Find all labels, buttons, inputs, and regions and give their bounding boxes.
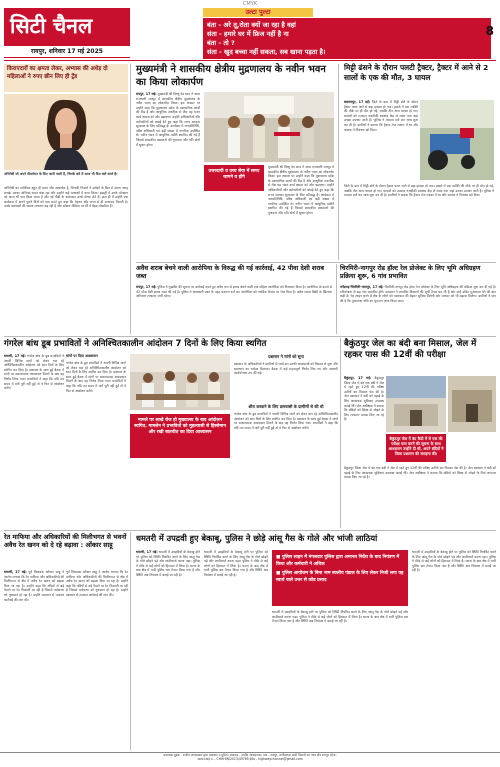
row-divider [4, 336, 496, 337]
gangrel-mid-body: प्रशासन के अधिकारियों ने ग्रामीणों से चर्चा कर उनकी समस्याओं को विस्तार से सुना और समाधान का भरोसा दिलाया। बैठक में कई महत्वपूर्ण निर्णय लिए गए और आगामी कार्ययोजना तय की गई। [234, 362, 338, 376]
tractor-body: बलरामपुर, 17 मई। जिले के ग्राम में मिट्टी ढोने के दौरान ट्रैक्टर पलट जाने से बड़ा हादसा हो गया। हादसे में एक व्यक्ति की मौके पर ही मौत हो गई, जबकि तीन अन्य घायल हो गए। घायलों को तत्काल नजदीकी स्वास्थ्य केंद्र ले जाया गया जहां उनका उपचार जारी है। पुलिस ने मामला दर्ज कर जांच शुरू कर दी है। ग्रामीणों ने बताया कि ट्रैक्टर तेज रफ्तार में था और चालक ने नियंत्रण खो दिया। [344, 100, 418, 132]
main-story-body: रायपुर, 17 मई। मुख्यमंत्री श्री विष्णु देव साय ने आज राजधानी रायपुर में शासकीय क्षेत्रीय मुद्रणालय के नवीन भवन का लोकार्पण किया। इस अवसर पर उन्होंने कहा कि मुद्रणालय प्रदेश के प्रशासनिक कार्यों की रीढ़ है और आधुनिक तकनीक से लैस यह भवन कार्य क्षमता को और बढ़ाएगा। उन्होंने अधिकारियों और कर्मचारियों को बधाई देते हुए कहा कि राज्य सरकार सुशासन के लिए प्रतिबद्ध है। कार्यक्रम में जनप्रतिनिधि, वरिष्ठ अधिकारी एवं बड़ी संख्या में नागरिक उपस्थित थे। नवीन भवन में आधुनिक मशीनें स्थापित की गई हैं जिससे शासकीय प्रकाशनों की गुणवत्ता और गति दोनों में सुधार होगा। [136, 92, 200, 147]
joke-line: बंता - अरे तू,रोता क्यों जा रहा है वहां [207, 21, 296, 29]
masthead-rule [4, 60, 496, 61]
jail-body: बैकुंठपुर, 17 मई। बैकुंठपुर जिला जेल में बंद एक बंदी ने जेल में रहते हुए 12वीं की परीक्षा उत्तीर्ण कर मिसाल पेश की है। जेल प्रशासन ने बंदी को पढ़ाई के लिए आवश्यक सुविधाएं उपलब्ध कराई थीं। जेल अधीक्षक ने बताया कि बंदियों को शिक्षा से जोड़ने के लिए लगातार प्रयास किए जा रहे हैं। [344, 376, 384, 422]
column-divider [340, 338, 341, 528]
sand-mafia-headline: रेत माफिया और अधिकारियों की मिलीभगत से भवनों अवैध रेत खनन को दे रहे बढ़ावा : ओंकार साहू [4, 533, 127, 550]
actress-illustration [4, 94, 128, 170]
main-story-body-cont: मुख्यमंत्री श्री विष्णु देव साय ने आज राजधानी रायपुर में शासकीय क्षेत्रीय मुद्रणालय के नवीन भवन का लोकार्पण किया। इस अवसर पर उन्होंने कहा कि मुद्रणालय प्रदेश के प्रशासनिक कार्यों की रीढ़ है और आधुनिक तकनीक से लैस यह भवन कार्य क्षमता को और बढ़ाएगा। उन्होंने अधिकारियों और कर्मचारियों को बधाई देते हुए कहा कि राज्य सरकार सुशासन के लिए प्रतिबद्ध है। कार्यक्रम में जनप्रतिनिधि, वरिष्ठ अधिकारी एवं बड़ी संख्या में नागरिक उपस्थित थे। नवीन भवन में आधुनिक मशीनें स्थापित की गई हैं जिससे शासकीय प्रकाशनों की गुणवत्ता और गति दोनों में सुधार होगा। [268, 165, 334, 215]
column-divider [338, 64, 339, 260]
jail-pull-quote: बैकुंठपुर जेल में बंद कैदी में से एक की परीक्षा पास करने की सूचना के साथ आश्वासन उन्होंने दी थी, अपने बंदियों ने जिला प्रशासन की सराहना की। [386, 434, 446, 462]
main-dateline: रायपुर, 17 मई। [136, 92, 157, 96]
ulta-pulta-label: उल्टा पुल्टा [203, 8, 313, 17]
imprint-line: प्रकाशक मुद्रक - राजीव जायसवाल द्वारा प्रकाशन व मुद्रित। संपादक - राजीव जायसवाल। पता - रायपुर, छत्तीसगढ़। सभी विवादों का न्याय क्षेत्र रायपुर रहेगा। [163, 753, 337, 757]
jail-side-photo [448, 376, 496, 432]
gangrel-meeting-photo [130, 354, 230, 410]
column-divider [130, 532, 131, 750]
joke-line: बंता - तो ? [207, 39, 235, 47]
dhamtari-body: धमतरी, 17 मई। धमतरी में उपद्रवियों के बेकाबू होने पर पुलिस को स्थिति नियंत्रित करने के लिए आंसू गैस के गोले छोड़ने पड़े और लाठीचार्ज करना पड़ा। पुलिस ने मौके से कई लोगों को हिरासत में लिया है। घटना के बाद क्षेत्र में भारी पुलिस बल तैनात किया गया है और स्थिति अब नियंत्रण में बताई जा रही है। [136, 550, 200, 577]
row-divider [4, 530, 496, 531]
dhamtari-body-2: धमतरी में उपद्रवियों के बेकाबू होने पर पुलिस को स्थिति नियंत्रित करने के लिए आंसू गैस के गोले छोड़ने पड़े और लाठीचार्ज करना पड़ा। पुलिस ने मौके से कई लोगों को हिरासत में लिया है। घटना के बाद क्षेत्र में भारी पुलिस बल तैनात किया गया है और स्थिति अब नियंत्रण में बताई जा रही है। [204, 550, 268, 577]
gangrel-mid-head-2: शीरा करवाने के लिए ग्रामवासी के ग्रामीणों से की थी [248, 404, 324, 409]
cm-event-photo [204, 92, 334, 162]
rail-dateline: मनेंद्रगढ़-चिरमिरी-भरतपुर, 17 मई। [340, 285, 384, 289]
dhamtari-body-4: धमतरी में उपद्रवियों के बेकाबू होने पर पुलिस को स्थिति नियंत्रित करने के लिए आंसू गैस के गोले छोड़ने पड़े और लाठीचार्ज करना पड़ा। पुलिस ने मौके से कई लोगों को हिरासत में लिया है। घटना के बाद क्षेत्र में भारी पुलिस बल तैनात किया गया है और स्थिति अब नियंत्रण में बताई जा रही है। [412, 550, 496, 573]
meeting-illustration [130, 354, 230, 410]
main-headline: मुख्यमंत्री ने शासकीय क्षेत्रीय मुद्रणालय के नवीन भवन का किया लोकार्पण [136, 64, 326, 88]
tractor-dateline: बलरामपुर, 17 मई। [344, 100, 370, 104]
jail-headline: बैकुंठपुर जेल का बंदी बना मिसाल, जेल में रहकर पास की 12वीं की परीक्षा [344, 339, 477, 360]
tractor-photo [420, 100, 494, 180]
highlight-bullet: ■ पुलिस आयोजन के बिना नाम स्थलीय पंडाल के लिए लेकर निजी लगा यह स्वार्थ वाले उत्तर से कोड प्रसाद [276, 571, 404, 583]
highlight-bullet: ■ पुलिस लाइन में मंगलवार पुलिस द्वारा अमानत निर्देश के बाद नियंत्रण में किया और कर्मचारी ने अधिक [276, 555, 400, 567]
gangrel-pull-quote: मामले पर लाखे रोज हो मुख्यालय के बाद आंदोलन स्थगित, मामलेन ने प्रभावितों को मुहल्यासी से हिस्सेमान और रखी बातचीत का दिया आश्वासन [130, 414, 230, 458]
dateline: रायपुर, शनिवार 17 मई 2025 [4, 46, 130, 58]
jail-illustration [386, 376, 446, 432]
left-headline: किराएदारों का क्षमता लेकर, अभ्यास की अधेड़ दो महिलाओं ने रुपए छीन लिए ही ट्रेंड [7, 66, 108, 80]
gangrel-subhead: मांगों पर दिया आश्वासन [66, 354, 98, 358]
imprint-line: आरएनआई नं. - CHHHIN/2013/49765 ईमेल - highwaychannel@gmail.com [197, 757, 303, 762]
gangrel-dateline: धमतरी, 17 मई। [4, 354, 26, 358]
dhamtari-headline: धमतरी में उपद्रवी हुए बेकाबू, पुलिस ने छोड़े आंसू गैस के गोले और भांजी लाठियां [136, 533, 378, 543]
dhamtari-body-3: धमतरी में उपद्रवियों के बेकाबू होने पर पुलिस को स्थिति नियंत्रित करने के लिए आंसू गैस के गोले छोड़ने पड़े और लाठीचार्ज करना पड़ा। पुलिस ने मौके से कई लोगों को हिरासत में लिया है। घटना के बाद क्षेत्र में भारी पुलिस बल तैनात किया गया है और स्थिति अब नियंत्रण में बताई जा रही है। [272, 610, 408, 624]
gangrel-body: धमतरी, 17 मई। गंगरेल बांध के डूब प्रभावितों ने अपनी विभिन्न मांगों को लेकर चल रहे अनिश्चितकालीन आंदोलन को सात दिनों के लिए स्थगित कर दिया है। प्रशासन के साथ हुई बैठक में मांगों पर सकारात्मक आश्वासन मिलने के बाद यह निर्णय लिया गया। प्रभावितों ने कहा कि यदि तय समय में मांगें पूरी नहीं हुईं तो वे फिर से आंदोलन करेंगे। [4, 354, 64, 391]
paper-logo [4, 8, 130, 58]
gangrel-headline: गंगरेल बांध डूब प्रभावितों ने अनिश्चितकालीन आंदोलन 7 दिनों के लिए किया स्थगित [4, 339, 267, 349]
sand-mafia-dateline: धमतरी, 17 मई। [4, 570, 27, 574]
left-story-body: अभिनेत्री का व्यक्तित्व बहुत ही सरल और आकर्षक है, जिनकी फिल्मों ने दर्शकों के दिल में अलग जगह बनाई। उनका अभिनय सफर लंबा रहा और उन्होंने कई भाषाओं में काम किया। इंडस्ट्री में उनके योगदान को आज भी याद किया जाता है और नई पीढ़ी के कलाकार उनसे प्रेरणा लेते हैं। हाल ही में उन्होंने एक कार्यक्रम में अपने पुराने दिनों को याद करते हुए कहा कि मेहनत और लगन से ही सफलता मिलती है। उनके प्रशंसकों की संख्या लगातार बढ़ रही है और सोशल मीडिया पर भी वे बेहद लोकप्रिय हैं। [4, 186, 128, 209]
page-number: 8 [485, 24, 494, 38]
rail-body: मनेंद्रगढ़-चिरमिरी-भरतपुर, 17 मई। चिरमिरी-नागपुर रोड हॉल्ट रेल प्रोजेक्ट के लिए भूमि अधिग्रहण की प्रक्रिया शुरू कर दी गई है। परियोजना से छह गांव प्रभावित होंगे। प्रशासन ने प्रभावित किसानों की सूची तैयार कर ली है और उन्हें उचित मुआवजा देने की बात कही है। रेल लाइन बनने से क्षेत्र के लोगों को यातायात की बेहतर सुविधा मिलेगी और व्यापार को भी बढ़ावा मिलेगा। ग्रामीणों ने मांग की है कि मुआवजा राशि का भुगतान जल्द किया जाए। [340, 285, 496, 303]
joke-line: संता - खुद बच्चा नहीं सकता, सब खाना पड़ता है। [207, 48, 326, 56]
column-divider [130, 64, 131, 334]
tractor-headline: मिट्टी ढंसने के दौरान पलटी ट्रैक्टर, ट्रैक्टर में आने से 2 सालों के एक की मौत, 3 घायल [344, 63, 489, 82]
joke-box [203, 18, 491, 59]
liquor-headline: अवैध शराब बेचने वाली आरोपिया के विरुद्ध की गई कार्रवाई, 42 पीवा देशी शराब जब्त [136, 265, 324, 281]
gangrel-body-2: गंगरेल बांध के डूब प्रभावितों ने अपनी विभिन्न मांगों को लेकर चल रहे अनिश्चितकालीन आंदोलन को सात दिनों के लिए स्थगित कर दिया है। प्रशासन के साथ हुई बैठक में मांगों पर सकारात्मक आश्वासन मिलने के बाद यह निर्णय लिया गया। प्रभावितों ने कहा कि यदि तय समय में मांगें पूरी नहीं हुईं तो वे फिर से आंदोलन करेंगे। [66, 361, 126, 393]
imprint-footer [0, 752, 500, 767]
left-headline-box [4, 64, 128, 92]
rail-headline: चिरमिरी-नागपुर रोड हॉल्ट रेल प्रोजेक्ट के लिए भूमि अधिग्रहण प्रक्रिया शुरू, 6 गांव प्रभावित [340, 265, 481, 281]
tractor-illustration [420, 100, 494, 180]
photo-caption: अभिनेत्री जो अपने दीवानेपन के लिए जानी जाती हैं, जिनके बारे में आज भी फैंस बातें करते हैं। [4, 172, 118, 176]
row-divider [136, 262, 496, 263]
joke-line: संता - हमारे घर में फ्रिज नहीं है ना [207, 30, 289, 38]
event-illustration [204, 92, 334, 162]
tractor-body-cont: जिले के ग्राम में मिट्टी ढोने के दौरान ट्रैक्टर पलट जाने से बड़ा हादसा हो गया। हादसे में एक व्यक्ति की मौके पर ही मौत हो गई, जबकि तीन अन्य घायल हो गए। घायलों को तत्काल नजदीकी स्वास्थ्य केंद्र ले जाया गया जहां उनका उपचार जारी है। पुलिस ने मामला दर्ज कर जांच शुरू कर दी है। ग्रामीणों ने बताया कि ट्रैक्टर तेज रफ्तार में था और चालक ने नियंत्रण खो दिया। [344, 184, 494, 198]
jail-building-illustration [448, 376, 496, 432]
dhamtari-dateline: धमतरी, 17 मई। [136, 550, 158, 554]
jail-body-cont: बैकुंठपुर जिला जेल में बंद एक बंदी ने जेल में रहते हुए 12वीं की परीक्षा उत्तीर्ण कर मिसाल पेश की है। जेल प्रशासन ने बंदी को पढ़ाई के लिए आवश्यक सुविधाएं उपलब्ध कराई थीं। जेल अधीक्षक ने बताया कि बंदियों को शिक्षा से जोड़ने के लिए लगातार प्रयास किए जा रहे हैं। [344, 466, 496, 480]
dhamtari-highlights-box [272, 550, 408, 606]
column-divider [336, 264, 337, 334]
liquor-body: रायपुर, 17 मई। पुलिस ने मुखबिर की सूचना पर कार्रवाई करते हुए अवैध रूप से शराब बेचने वाली एक महिला आरोपिया को गिरफ्तार किया है। आरोपिया के कब्जे से 42 पौवा देशी शराब जब्त की गई है। पुलिस ने आबकारी एक्ट के तहत प्रकरण दर्ज कर आरोपिया को न्यायिक रिमांड पर भेज दिया है। अवैध शराब बिक्री के खिलाफ अभियान लगातार जारी रहेगा। [136, 285, 332, 299]
gangrel-mid-body-2: गंगरेल बांध के डूब प्रभावितों ने अपनी विभिन्न मांगों को लेकर चल रहे अनिश्चितकालीन आंदोलन को सात दिनों के लिए स्थगित कर दिया है। प्रशासन के साथ हुई बैठक में मांगों पर सकारात्मक आश्वासन मिलने के बाद यह निर्णय लिया गया। प्रभावितों ने कहा कि यदि तय समय में मांगें पूरी नहीं हुईं तो वे फिर से आंदोलन करेंगे। [234, 412, 338, 430]
masthead [4, 8, 492, 58]
cmyk-mark: CMYK [242, 1, 258, 7]
gangrel-mid-head: प्रशासन ने मांगों को सुना [268, 354, 304, 359]
sand-mafia-body: धमतरी, 17 मई। पूर्व विधायक ओंकार साहू ने आरोप लगाया कि रेत माफिया और अधिकारियों की मिलीभगत से क्षेत्र में अवैध रेत खनन को बढ़ावा दिया जा रहा है। उन्होंने कहा कि नदियों से बड़े पैमाने पर रेत निकाली जा रही है जिससे पर्यावरण को नुकसान हो रहा है। उन्होंने प्रशासन से तत्काल कार्रवाई की मांग की। [4, 570, 64, 602]
liquor-dateline: रायपुर, 17 मई। [136, 285, 157, 289]
main-pull-quote: उत्तरदायी व उच्च सेवा में समय जागने व होंगे [204, 165, 264, 191]
sand-mafia-body-2: पूर्व विधायक ओंकार साहू ने आरोप लगाया कि रेत माफिया और अधिकारियों की मिलीभगत से क्षेत्र में अवैध रेत खनन को बढ़ावा दिया जा रहा है। उन्होंने कहा कि नदियों से बड़े पैमाने पर रेत निकाली जा रही है जिससे पर्यावरण को नुकसान हो रहा है। उन्होंने प्रशासन से तत्काल कार्रवाई की मांग की। [66, 570, 128, 597]
paper-title: सिटी चैनल [10, 13, 93, 38]
jail-dateline: बैकुंठपुर, 17 मई। [344, 376, 372, 380]
jail-photo [386, 376, 446, 432]
actress-photo [4, 94, 128, 170]
